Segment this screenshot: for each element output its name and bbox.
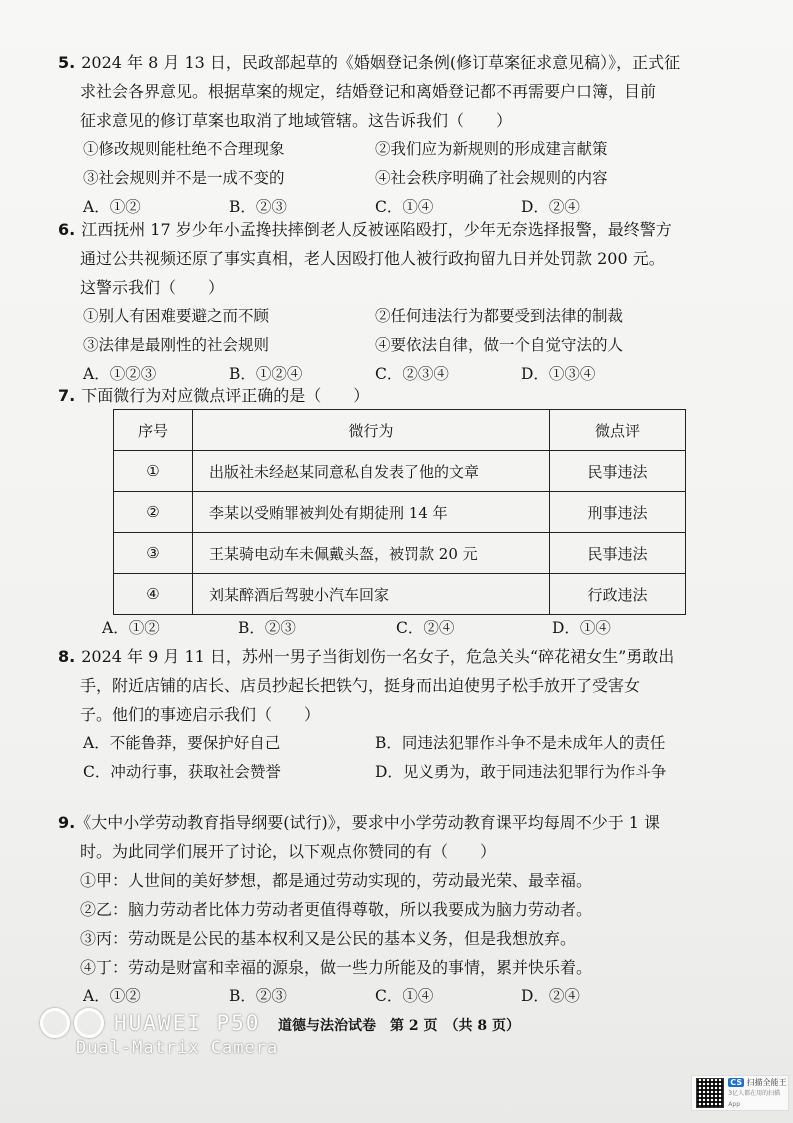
scanner-badge <box>691 1075 789 1111</box>
option-d: D．②④ <box>521 987 580 1005</box>
stem-line: 江西抚州 17 岁少年小孟搀扶摔倒老人反被诬陷殴打，少年无奈选择报警，最终警方 <box>81 220 672 239</box>
statement-4: ④社会秩序明确了社会规则的内容 <box>375 169 608 187</box>
behavior-table <box>113 409 686 615</box>
cell-behavior: 出版社未经赵某同意私自发表了他的文章 <box>193 451 550 492</box>
options-row <box>83 729 720 758</box>
statement-1: ①修改规则能杜绝不合理现象 <box>83 140 285 158</box>
options-row <box>102 614 720 643</box>
option-b: B．②③ <box>238 619 296 637</box>
statement-3: ③社会规则并不是一成不变的 <box>83 169 285 187</box>
table-row <box>114 533 686 574</box>
options-row <box>83 982 720 1011</box>
question-5-stem <box>58 48 720 135</box>
option-c: C．①④ <box>375 198 434 216</box>
question-7 <box>58 381 720 410</box>
statement-4: ④要依法自律，做一个自觉守法的人 <box>375 336 624 354</box>
question-7-stem <box>58 381 720 410</box>
cell-comment: 民事违法 <box>550 533 686 574</box>
options-row <box>83 758 720 787</box>
cell-comment: 民事违法 <box>550 451 686 492</box>
watermark-brand: HUAWEI P50 <box>114 1011 261 1035</box>
stem-line: 《大中小学劳动教育指导纲要(试行)》，要求中小学劳动教育课平均每周不少于 1 课 <box>75 813 661 832</box>
stem-line: 2024 年 9 月 11 日，苏州一男子当街划伤一名女子，危急关头“碎花裙女生”勇敢出 <box>81 647 675 666</box>
question-8-stem <box>58 642 720 729</box>
option-b: B．②③ <box>229 198 287 216</box>
option-c: C．①④ <box>375 987 434 1005</box>
question-number: 6. <box>58 220 76 239</box>
statement-3: ③法律是最刚性的社会规则 <box>83 336 270 354</box>
question-9 <box>58 808 720 1011</box>
cell-index: ④ <box>114 574 193 615</box>
question-number: 9. <box>58 813 76 832</box>
question-8 <box>58 642 720 787</box>
question-5 <box>58 48 720 222</box>
question-number: 5. <box>58 53 76 72</box>
stem-line: 求社会各界意见。根据草案的规定，结婚登记和离婚登记都不再需要户口簿，目前 <box>80 82 657 101</box>
cell-behavior: 王某骑电动车未佩戴头盔，被罚款 20 元 <box>193 533 550 574</box>
cell-comment: 行政违法 <box>550 574 686 615</box>
cell-index: ③ <box>114 533 193 574</box>
option-d: D．见义勇为，敢于同违法犯罪行为作斗争 <box>375 763 667 781</box>
stem-line: 这警示我们（ ） <box>80 278 225 297</box>
statement-4: ④丁：劳动是财富和幸福的源泉，做一些力所能及的事情，累并快乐着。 <box>80 958 593 977</box>
option-c: C．②④ <box>396 619 455 637</box>
option-a: A．①② <box>102 619 160 637</box>
scanner-name: 扫描全能王 <box>746 1077 787 1087</box>
option-b: B．②③ <box>229 987 287 1005</box>
statement-1: ①甲：人世间的美好梦想，都是通过劳动实现的，劳动最光荣、最幸福。 <box>80 871 593 890</box>
header-index: 序号 <box>114 410 193 451</box>
option-a: A．①② <box>83 987 141 1005</box>
table-header-row <box>114 410 686 451</box>
stem-line: 时。为此同学们展开了讨论，以下观点你赞同的有（ ） <box>80 842 497 861</box>
stem-line: 2024 年 8 月 13 日，民政部起草的《婚姻登记条例(修订草案征求意见稿）》，正式征 <box>81 53 681 72</box>
option-c: C．冲动行事，获取社会赞誉 <box>83 763 281 781</box>
watermark-model: Dual-Matrix Camera <box>76 1038 279 1058</box>
option-d: D．①④ <box>552 619 611 637</box>
statement-3: ③丙：劳动既是公民的基本权利又是公民的基本义务，但是我想放弃。 <box>80 929 577 948</box>
statement-2: ②任何违法行为都要受到法律的制裁 <box>375 307 624 325</box>
header-comment: 微点评 <box>550 410 686 451</box>
cell-index: ② <box>114 492 193 533</box>
question-number: 8. <box>58 647 76 666</box>
scanner-subtitle: 3亿人都在用的扫描App <box>728 1089 781 1108</box>
cs-logo-icon: CS <box>730 1077 743 1087</box>
stem-line: 子。他们的事迹启示我们（ ） <box>80 705 321 724</box>
option-b: B．同违法犯罪作斗争不是未成年人的责任 <box>375 734 666 752</box>
cell-behavior: 刘某醉酒后驾驶小汽车回家 <box>193 574 550 615</box>
camera-lens-icon <box>40 1008 70 1038</box>
question-number: 7. <box>58 386 76 405</box>
question-6-stem <box>58 215 720 302</box>
question-9-stem <box>58 808 720 866</box>
cell-comment: 刑事违法 <box>550 492 686 533</box>
qr-code-icon <box>696 1078 724 1108</box>
statement-row <box>83 331 720 360</box>
table-row <box>114 574 686 615</box>
option-c: C．②③④ <box>375 365 449 383</box>
question-7-options <box>80 614 720 643</box>
option-a: A．①②③ <box>83 365 157 383</box>
statement-row <box>83 164 720 193</box>
camera-lens-icon <box>74 1008 104 1038</box>
cell-index: ① <box>114 451 193 492</box>
option-d: D．②④ <box>521 198 580 216</box>
stem-line: 通过公共视频还原了事实真相，老人因殴打他人被行政拘留九日并处罚款 200 元。 <box>80 249 665 268</box>
stem-line: 征求意见的修订草案也取消了地域管辖。这告诉我们（ ） <box>80 111 513 130</box>
statement-row <box>83 302 720 331</box>
footer-text: 道德与法治试卷 第 2 页 （共 8 页） <box>278 1018 520 1034</box>
table-row <box>114 492 686 533</box>
statement-row <box>83 135 720 164</box>
stem-line: 手，附近店铺的店长、店员抄起长把铁勺，挺身而出迫使男子松手放开了受害女 <box>80 676 641 695</box>
statement-2: ②我们应为新规则的形成建言献策 <box>375 140 608 158</box>
stem-line: 下面微行为对应微点评正确的是（ ） <box>81 386 370 405</box>
table-row <box>114 451 686 492</box>
statement-2: ②乙：脑力劳动者比体力劳动者更值得尊敬，所以我要成为脑力劳动者。 <box>80 900 593 919</box>
option-d: D．①③④ <box>521 365 596 383</box>
question-6 <box>58 215 720 389</box>
statement-1: ①别人有困难要避之而不顾 <box>83 307 270 325</box>
cell-behavior: 李某以受贿罪被判处有期徒刑 14 年 <box>193 492 550 533</box>
header-behavior: 微行为 <box>193 410 550 451</box>
camera-watermark <box>40 1008 278 1058</box>
option-b: B．①②④ <box>229 365 303 383</box>
option-a: A．①② <box>83 198 141 216</box>
option-a: A．不能鲁莽，要保护好自己 <box>83 734 281 752</box>
